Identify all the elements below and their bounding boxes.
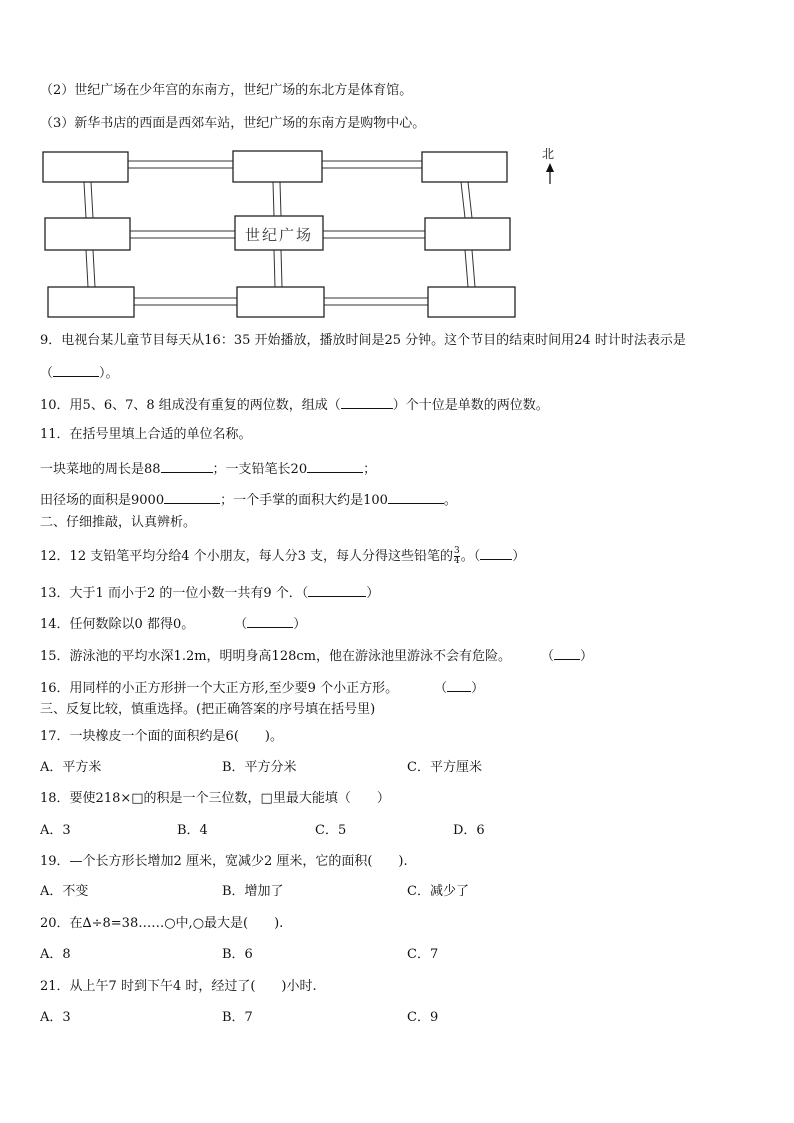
question-10-text-end: ）个十位是单数的两位数。 xyxy=(392,398,549,413)
option-a[interactable]: A．不变 xyxy=(40,884,89,899)
question-9-text: 9．电视台某儿童节目每天从16：35 开始播放，播放时间是25 分钟。这个节目的结束时间用24 时计时法表示是 xyxy=(40,333,686,348)
question-18-stem: 18．要使218×□的积是一个三位数，□里最大能填（ ） xyxy=(40,791,390,806)
text: （ xyxy=(434,681,448,696)
denominator: 4 xyxy=(454,556,460,566)
option-d[interactable]: D．6 xyxy=(453,823,485,838)
text: ） xyxy=(366,586,380,601)
question-16 xyxy=(40,677,484,698)
text: 12．12 支铅笔平均分给4 个小朋友，每人分3 支，每人分得这些铅笔的 xyxy=(40,549,454,564)
text: 15．游泳池的平均水深1.2m，明明身高128cm，他在游泳池里游泳不会有危险。 xyxy=(40,649,511,664)
option-a[interactable]: A．3 xyxy=(40,1010,71,1025)
map-building-middle-left xyxy=(45,218,130,250)
answer-blank[interactable] xyxy=(341,394,393,409)
option-c[interactable]: C．减少了 xyxy=(407,884,469,899)
answer-blank[interactable] xyxy=(388,489,444,504)
question-10-text: 10．用5、6、7、8 组成没有重复的两位数，组成（ xyxy=(40,398,341,413)
map-building-bottom-left xyxy=(48,287,134,317)
answer-blank[interactable] xyxy=(161,458,213,473)
text: 田径场的面积是9000 xyxy=(40,493,165,508)
question-10 xyxy=(40,394,549,415)
answer-blank[interactable] xyxy=(307,458,363,473)
text: ；一个手掌的面积大约是100 xyxy=(220,493,388,508)
section-2-heading: 二、仔细推敲，认真辨析。 xyxy=(40,515,197,530)
map-building-top-left xyxy=(43,152,128,182)
answer-blank[interactable] xyxy=(53,362,99,377)
question-20-stem: 20．在∆÷8=38……○中,○最大是( ). xyxy=(40,916,284,931)
answer-blank[interactable] xyxy=(164,489,220,504)
option-a[interactable]: A．3 xyxy=(40,823,71,838)
answer-blank[interactable] xyxy=(480,545,512,560)
question-13 xyxy=(40,582,379,603)
map-center-label: 世纪广场 xyxy=(244,226,314,244)
text: ； xyxy=(363,462,377,477)
question-15 xyxy=(40,645,593,666)
question-21-stem: 21．从上午7 时到下午4 时，经过了( )小时. xyxy=(40,979,317,994)
answer-blank[interactable] xyxy=(247,613,293,628)
option-c[interactable]: C．5 xyxy=(315,823,347,838)
question-9-answer xyxy=(40,362,119,383)
text: 。 xyxy=(443,493,457,508)
paren-open: （ xyxy=(40,366,54,381)
question-11-title: 11．在括号里填上合适的单位名称。 xyxy=(40,427,252,442)
option-c[interactable]: C．9 xyxy=(407,1010,439,1025)
answer-blank[interactable] xyxy=(554,645,580,660)
text: ） xyxy=(579,649,593,664)
map-building-bottom-middle xyxy=(237,287,324,317)
map-building-middle-right xyxy=(425,218,510,250)
option-b[interactable]: B．增加了 xyxy=(222,884,284,899)
text: 13．大于1 而小于2 的一位小数一共有9 个．（ xyxy=(40,586,309,601)
question-2-line: （2）世纪广场在少年宫的东南方，世纪广场的东北方是体育馆。 xyxy=(40,83,413,98)
section-3-heading: 三、反复比较，慎重选择。(把正确答案的序号填在括号里) xyxy=(40,702,376,717)
option-b[interactable]: B．4 xyxy=(177,823,208,838)
text: 14．任何数除以0 都得0。 xyxy=(40,617,195,632)
north-label: 北 xyxy=(541,148,555,161)
option-b[interactable]: B．平方分米 xyxy=(222,760,297,775)
numerator: 3 xyxy=(454,546,460,556)
text: ） xyxy=(293,617,307,632)
question-19-stem: 19．—个长方形长增加2 厘米，宽减少2 厘米，它的面积( ). xyxy=(40,854,408,869)
question-17-stem: 17．一块橡皮一个面的面积约是6( )。 xyxy=(40,729,283,744)
text: （ xyxy=(540,649,554,664)
text: （ xyxy=(234,617,248,632)
map-building-top-middle xyxy=(233,151,322,182)
text: 一块菜地的周长是88 xyxy=(40,462,161,477)
map-diagram xyxy=(40,148,580,323)
fraction xyxy=(454,547,460,566)
text: ） xyxy=(512,549,526,564)
option-c[interactable]: C．7 xyxy=(407,947,439,962)
question-12 xyxy=(40,545,525,566)
text: ） xyxy=(471,681,485,696)
text: 16．用同样的小正方形拼一个大正方形,至少要9 个小正方形。 xyxy=(40,681,399,696)
option-a[interactable]: A．平方米 xyxy=(40,760,102,775)
option-c[interactable]: C．平方厘米 xyxy=(407,760,482,775)
option-a[interactable]: A．8 xyxy=(40,947,71,962)
question-11-line-2 xyxy=(40,489,457,510)
north-arrow-head-icon xyxy=(546,163,554,172)
answer-blank[interactable] xyxy=(308,582,366,597)
text: 。（ xyxy=(460,549,481,564)
answer-blank[interactable] xyxy=(447,677,471,692)
question-14 xyxy=(40,613,306,634)
text: ；一支铅笔长20 xyxy=(212,462,308,477)
paren-close: ）。 xyxy=(99,366,119,381)
question-11-line-1 xyxy=(40,458,376,479)
map-building-bottom-right xyxy=(428,287,515,317)
option-b[interactable]: B．6 xyxy=(222,947,253,962)
option-b[interactable]: B．7 xyxy=(222,1010,253,1025)
question-3-line: （3）新华书店的西面是西郊车站，世纪广场的东南方是购物中心。 xyxy=(40,116,426,131)
question-9 xyxy=(40,332,686,350)
map-building-top-right xyxy=(422,152,507,182)
